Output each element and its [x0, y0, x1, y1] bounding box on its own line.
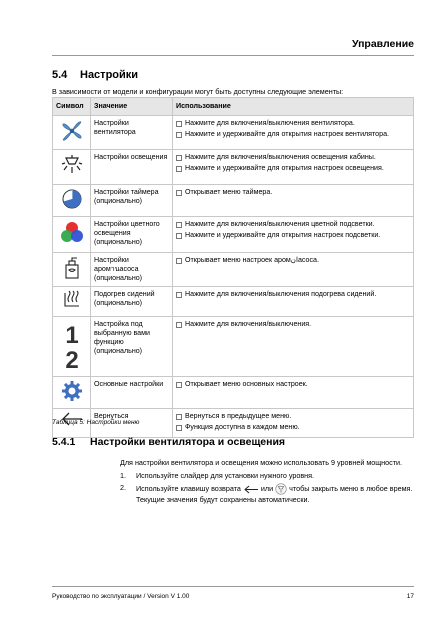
meaning-cell: Настройки цветного освещения (опционально) — [91, 217, 173, 253]
list-item: Нажмите для включения/выключения. — [176, 320, 410, 329]
light-icon — [60, 153, 84, 177]
meaning-cell: Настройки освещения — [91, 150, 173, 185]
table-row — [53, 185, 414, 217]
meaning-cell: Настройки аромานасоса (опционально) — [91, 253, 173, 287]
step-text: Используйте слайдер для установки нужного уровня. — [136, 470, 315, 480]
usage-cell — [173, 317, 414, 377]
footer-divider — [52, 586, 414, 587]
list-item: Нажмите для включения/выключения освещения кабины. — [176, 153, 410, 162]
subsection-heading — [52, 436, 285, 448]
usage-cell — [173, 287, 414, 317]
list-item — [120, 483, 414, 505]
seat-heating-icon — [61, 290, 83, 310]
symbol-cell — [53, 377, 91, 409]
list-item: Нажмите для включения/выключения вентилятора. — [176, 119, 410, 128]
section-intro: В зависимости от модели и конфигурации могут быть доступны следующие элементы: — [52, 87, 344, 96]
list-item — [120, 471, 414, 481]
table-caption: Таблица 5: Настройки меню — [52, 419, 140, 426]
meaning-cell: Основные настройки — [91, 377, 173, 409]
list-item: Вернуться в предыдущее меню. — [176, 412, 410, 421]
section-number: 5.4 — [52, 69, 68, 81]
symbol-cell — [53, 185, 91, 217]
meaning-cell: Настройка под выбранную вами функцию (опционально) — [91, 317, 173, 377]
usage-cell — [173, 409, 414, 438]
subsection-number: 5.4.1 — [52, 436, 76, 448]
table-row — [53, 217, 414, 253]
fan-icon — [60, 119, 84, 143]
meaning-cell: Настройки таймера (опционально) — [91, 185, 173, 217]
table-row — [53, 287, 414, 317]
table-row — [53, 116, 414, 150]
page-number: 17 — [406, 593, 414, 600]
list-item: Открывает меню основных настроек. — [176, 380, 410, 389]
section-title: Настройки — [80, 69, 139, 81]
step-number: 2. — [120, 483, 126, 492]
col-header-usage: Использование — [173, 98, 414, 116]
step-number: 1. — [120, 470, 126, 480]
svg-text:1: 1 — [64, 322, 79, 349]
list-item: Нажмите для включения/выключения цветной подсветки. — [176, 220, 410, 229]
col-header-symbol: Символ — [53, 98, 91, 116]
custom-function-icon — [62, 320, 82, 370]
meaning-cell: Настройки вентилятора — [91, 116, 173, 150]
table-row — [53, 150, 414, 185]
table-row — [53, 377, 414, 409]
symbol-cell — [53, 317, 91, 377]
col-header-meaning: Значение — [91, 98, 173, 116]
footer-text: Руководство по эксплуатации / Version V 1.00 — [52, 593, 190, 600]
section-heading — [52, 69, 138, 81]
step-text: Используйте клавишу возврата — [136, 483, 241, 493]
table-row — [53, 317, 414, 377]
symbol-cell — [53, 150, 91, 185]
subsection-text: Для настройки вентилятора и освещения можно использовать 9 уровней мощности. — [120, 458, 403, 467]
list-item: Функция доступна в каждом меню. — [176, 423, 410, 432]
usage-cell — [173, 150, 414, 185]
light-icon — [275, 483, 287, 495]
symbol-cell — [53, 287, 91, 317]
gear-icon — [61, 380, 83, 402]
usage-cell — [173, 217, 414, 253]
list-item: Нажмите и удерживайте для открытия настроек вентилятора. — [176, 130, 410, 139]
back-arrow-icon — [243, 485, 259, 494]
color-light-icon — [59, 220, 85, 244]
table-header-row — [53, 98, 414, 116]
usage-cell — [173, 377, 414, 409]
timer-icon — [61, 188, 83, 210]
subsection-title: Настройки вентилятора и освещения — [90, 436, 286, 448]
usage-cell — [173, 185, 414, 217]
symbol-cell — [53, 116, 91, 150]
list-item: Открывает меню таймера. — [176, 188, 410, 197]
usage-cell — [173, 253, 414, 287]
list-item: Нажмите для включения/выключения подогрева сидений. — [176, 290, 410, 299]
settings-table — [52, 97, 414, 438]
symbol-cell — [53, 253, 91, 287]
steps-list — [120, 471, 414, 505]
meaning-cell: Вернуться — [91, 409, 173, 438]
aroma-pump-icon — [61, 256, 83, 280]
list-item: Нажмите и удерживайте для открытия настроек освещения. — [176, 164, 410, 173]
table-row — [53, 253, 414, 287]
running-header: Управление — [351, 38, 414, 50]
symbol-cell — [53, 217, 91, 253]
step-text: чтобы закрыть меню в любое время. Текущие значения будут сохранены автоматически. — [136, 483, 413, 504]
svg-text:2: 2 — [64, 347, 79, 370]
usage-cell — [173, 116, 414, 150]
subsection-body — [120, 458, 414, 508]
meaning-cell: Подогрев сидений (опционально) — [91, 287, 173, 317]
header-divider — [52, 55, 414, 56]
step-text-or: или — [260, 483, 274, 493]
list-item: Нажмите и удерживайте для открытия настроек подсветки. — [176, 231, 410, 240]
list-item: Открывает меню настроек аромانасоса. — [176, 256, 410, 265]
